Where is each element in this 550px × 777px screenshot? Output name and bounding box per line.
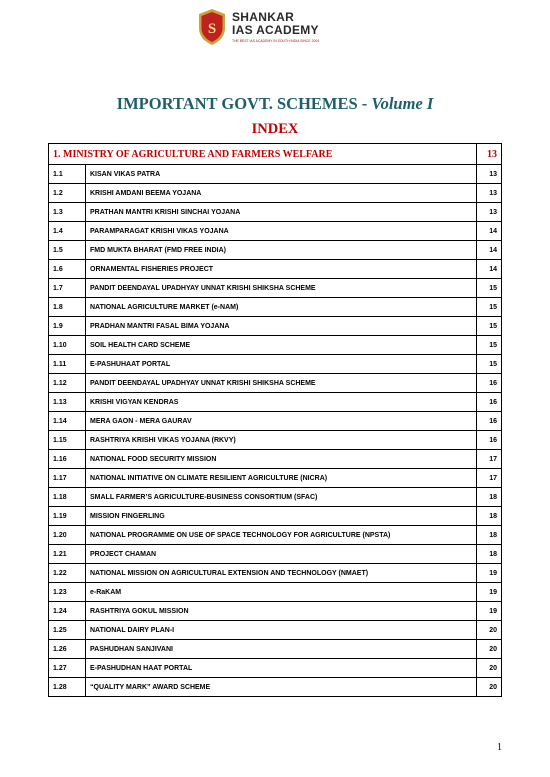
entry-number: 1.26 [49, 640, 86, 659]
entry-title: E-PASHUDHAN HAAT PORTAL [86, 659, 477, 678]
index-row[interactable] [49, 165, 502, 184]
entry-number: 1.15 [49, 431, 86, 450]
index-row[interactable] [49, 507, 502, 526]
entry-number: 1.28 [49, 678, 86, 697]
entry-title: “QUALITY MARK” AWARD SCHEME [86, 678, 477, 697]
entry-page: 13 [477, 165, 502, 184]
index-row[interactable] [49, 184, 502, 203]
entry-number: 1.20 [49, 526, 86, 545]
index-row[interactable] [49, 279, 502, 298]
entry-title: NATIONAL MISSION ON AGRICULTURAL EXTENSION AND TECHNOLOGY (NMAET) [86, 564, 477, 583]
index-heading: INDEX [251, 121, 299, 137]
index-row[interactable] [49, 640, 502, 659]
entry-title: MERA GAON - MERA GAURAV [86, 412, 477, 431]
index-row[interactable] [49, 659, 502, 678]
entry-title: KRISHI VIGYAN KENDRAS [86, 393, 477, 412]
index-row[interactable] [49, 526, 502, 545]
index-row[interactable] [49, 469, 502, 488]
index-row[interactable] [49, 374, 502, 393]
entry-page: 15 [477, 317, 502, 336]
entry-page: 20 [477, 640, 502, 659]
entry-title: PROJECT CHAMAN [86, 545, 477, 564]
entry-number: 1.24 [49, 602, 86, 621]
entry-number: 1.3 [49, 203, 86, 222]
index-row[interactable] [49, 678, 502, 697]
entry-title: E-PASHUHAAT PORTAL [86, 355, 477, 374]
entry-number: 1.7 [49, 279, 86, 298]
entry-page: 17 [477, 450, 502, 469]
entry-title: NATIONAL FOOD SECURITY MISSION [86, 450, 477, 469]
logo-name-line1: SHANKAR [232, 10, 295, 24]
entry-page: 20 [477, 621, 502, 640]
entry-page: 20 [477, 678, 502, 697]
entry-number: 1.6 [49, 260, 86, 279]
entry-number: 1.17 [49, 469, 86, 488]
entry-title: PASHUDHAN SANJIVANI [86, 640, 477, 659]
entry-number: 1.11 [49, 355, 86, 374]
entry-page: 18 [477, 545, 502, 564]
entry-page: 13 [477, 184, 502, 203]
entry-page: 16 [477, 412, 502, 431]
entry-page: 19 [477, 583, 502, 602]
entry-title: FMD MUKTA BHARAT (FMD FREE INDIA) [86, 241, 477, 260]
index-row[interactable] [49, 260, 502, 279]
index-row[interactable] [49, 298, 502, 317]
entry-number: 1.19 [49, 507, 86, 526]
entry-title: e-RaKAM [86, 583, 477, 602]
entry-page: 14 [477, 260, 502, 279]
entry-page: 16 [477, 374, 502, 393]
index-row[interactable] [49, 412, 502, 431]
index-row[interactable] [49, 336, 502, 355]
entry-page: 18 [477, 488, 502, 507]
entry-title: SOIL HEALTH CARD SCHEME [86, 336, 477, 355]
entry-number: 1.10 [49, 336, 86, 355]
title-volume: Volume I [371, 94, 434, 113]
entry-title: ORNAMENTAL FISHERIES PROJECT [86, 260, 477, 279]
index-row[interactable] [49, 317, 502, 336]
entry-title: NATIONAL AGRICULTURE MARKET (e-NAM) [86, 298, 477, 317]
entry-number: 1.12 [49, 374, 86, 393]
entry-title: RASHTRIYA GOKUL MISSION [86, 602, 477, 621]
index-row[interactable] [49, 602, 502, 621]
entry-page: 14 [477, 222, 502, 241]
entry-page: 15 [477, 355, 502, 374]
logo-name-line2: IAS ACADEMY [232, 23, 319, 37]
index-row[interactable] [49, 583, 502, 602]
entry-number: 1.8 [49, 298, 86, 317]
section-row[interactable] [49, 144, 502, 165]
entry-number: 1.4 [49, 222, 86, 241]
entry-page: 20 [477, 659, 502, 678]
entry-page: 15 [477, 336, 502, 355]
entry-title: KRISHI AMDANI BEEMA YOJANA [86, 184, 477, 203]
entry-title: KISAN VIKAS PATRA [86, 165, 477, 184]
document-title [0, 94, 550, 114]
entry-title: NATIONAL DAIRY PLAN-I [86, 621, 477, 640]
entry-page: 14 [477, 241, 502, 260]
entry-number: 1.18 [49, 488, 86, 507]
entry-page: 19 [477, 602, 502, 621]
entry-title: SMALL FARMER’S AGRICULTURE-BUSINESS CONSORTIUM (SFAC) [86, 488, 477, 507]
entry-page: 15 [477, 298, 502, 317]
title-main: IMPORTANT GOVT. SCHEMES - [116, 94, 372, 113]
entry-number: 1.27 [49, 659, 86, 678]
index-table [48, 143, 502, 697]
entry-title: PANDIT DEENDAYAL UPADHYAY UNNAT KRISHI SHIKSHA SCHEME [86, 279, 477, 298]
entry-title: PRATHAN MANTRI KRISHI SINCHAI YOJANA [86, 203, 477, 222]
index-row[interactable] [49, 545, 502, 564]
entry-page: 16 [477, 431, 502, 450]
index-row[interactable] [49, 488, 502, 507]
entry-page: 15 [477, 279, 502, 298]
entry-number: 1.23 [49, 583, 86, 602]
entry-number: 1.25 [49, 621, 86, 640]
entry-number: 1.22 [49, 564, 86, 583]
entry-number: 1.9 [49, 317, 86, 336]
index-row[interactable] [49, 621, 502, 640]
index-row[interactable] [49, 450, 502, 469]
entry-page: 16 [477, 393, 502, 412]
index-row[interactable] [49, 355, 502, 374]
entry-title: RASHTRIYA KRISHI VIKAS YOJANA (RKVY) [86, 431, 477, 450]
index-row[interactable] [49, 564, 502, 583]
entry-page: 13 [477, 203, 502, 222]
entry-page: 19 [477, 564, 502, 583]
index-row[interactable] [49, 222, 502, 241]
entry-number: 1.5 [49, 241, 86, 260]
entry-title: NATIONAL PROGRAMME ON USE OF SPACE TECHNOLOGY FOR AGRICULTURE (NPSTA) [86, 526, 477, 545]
entry-title: PANDIT DEENDAYAL UPADHYAY UNNAT KRISHI SHIKSHA SCHEME [86, 374, 477, 393]
page-number: 1 [497, 742, 502, 753]
entry-number: 1.1 [49, 165, 86, 184]
entry-title: NATIONAL INITIATIVE ON CLIMATE RESILIENT AGRICULTURE (NICRA) [86, 469, 477, 488]
entry-title: PRADHAN MANTRI FASAL BIMA YOJANA [86, 317, 477, 336]
index-row[interactable] [49, 393, 502, 412]
entry-number: 1.21 [49, 545, 86, 564]
entry-number: 1.16 [49, 450, 86, 469]
entry-page: 18 [477, 526, 502, 545]
index-row[interactable] [49, 431, 502, 450]
entry-page: 17 [477, 469, 502, 488]
entry-title: MISSION FINGERLING [86, 507, 477, 526]
entry-number: 1.2 [49, 184, 86, 203]
academy-logo [197, 8, 357, 52]
entry-title: PARAMPARAGAT KRISHI VIKAS YOJANA [86, 222, 477, 241]
entry-number: 1.14 [49, 412, 86, 431]
index-row[interactable] [49, 241, 502, 260]
entry-page: 18 [477, 507, 502, 526]
section-page: 13 [477, 144, 502, 165]
shield-emblem-icon [197, 8, 227, 46]
index-row[interactable] [49, 203, 502, 222]
entry-number: 1.13 [49, 393, 86, 412]
logo-tagline: THE BEST IAS ACADEMY IN SOUTH INDIA SINCE 2004 [232, 39, 320, 43]
svg-text:S: S [207, 21, 217, 37]
section-title: 1. MINISTRY OF AGRICULTURE AND FARMERS WELFARE [49, 144, 477, 165]
